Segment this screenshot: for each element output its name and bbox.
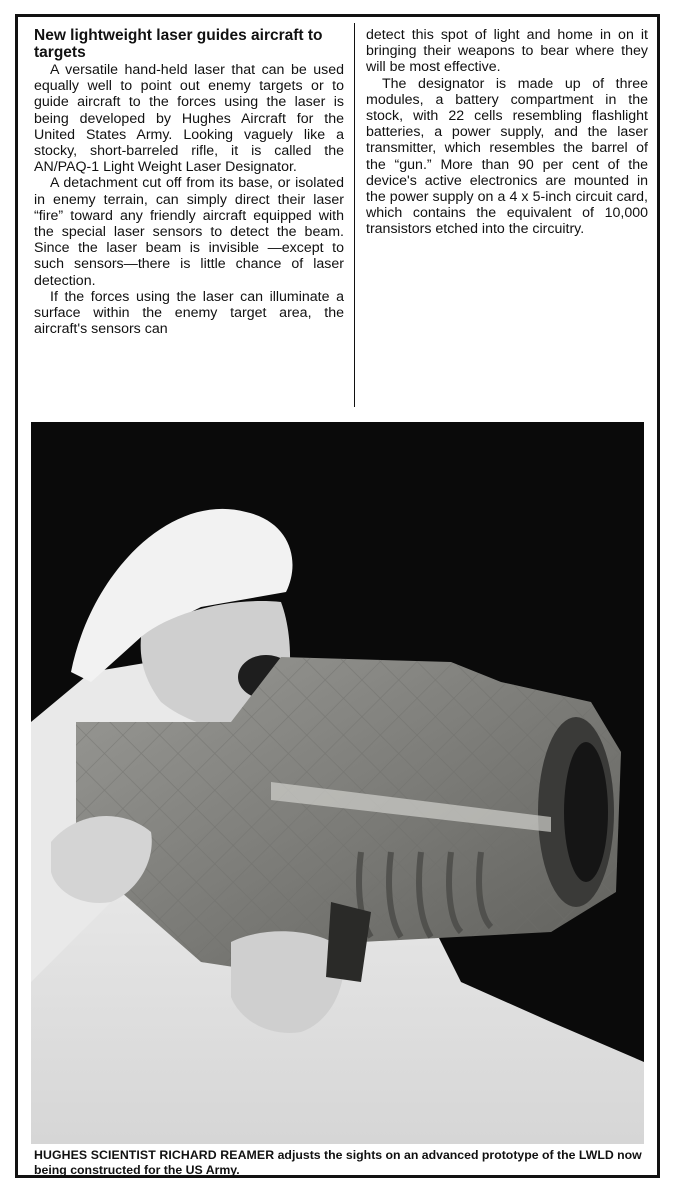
column-divider [354, 23, 355, 407]
page-frame [15, 14, 660, 1178]
article-left-column [34, 27, 344, 337]
paragraph-2: A detachment cut off from its base, or isolated in enemy terrain, can simply direct their laser “fire” toward any friendly aircraft equipped with the special laser sensors to detect the beam. Since the laser beam is invisible —except to such sensors—there is little chance of laser detection. [34, 175, 344, 289]
scientist-laser-photo [31, 422, 644, 1144]
paragraph-3: If the forces using the laser can illuminate a surface within the enemy target area, the aircraft's sensors can [34, 288, 344, 338]
paragraph-1: A versatile hand-held laser that can be used equally well to point out enemy targets or to guide aircraft to the forces using the laser is being developed by Hughes Aircraft for the United States Army. Looking vaguely like a stocky, short-barreled rifle, it is called the AN/PAQ-1 Light Weight Laser Designator. [34, 62, 344, 176]
photo-illustration [31, 422, 644, 1144]
paragraph-4: The designator is made up of three modules, a battery compartment in the stock, with 22 cells resembling flashlight batteries, a power supply, and the laser transmitter, which resembles the barrel of the “gun.” More than 90 per cent of the device's active electronics are mounted in the power supply on a 4 x 5-inch circuit card, which contains the equivalent of 10,000 transistors etched into the circuitry. [366, 75, 648, 238]
article-right-column [366, 27, 648, 238]
article-headline: New lightweight laser guides aircraft to targets [34, 27, 323, 61]
caption-rest: adjusts the sights on an advanced prototype of the LWLD now being constructed for the US Army. [34, 1148, 642, 1177]
paragraph-3-continued: detect this spot of light and home in on it bringing their weapons to bear where they will be most effective. [366, 27, 648, 76]
caption-lead: HUGHES SCIENTIST RICHARD REAMER [34, 1148, 275, 1162]
photo-caption [34, 1148, 646, 1177]
